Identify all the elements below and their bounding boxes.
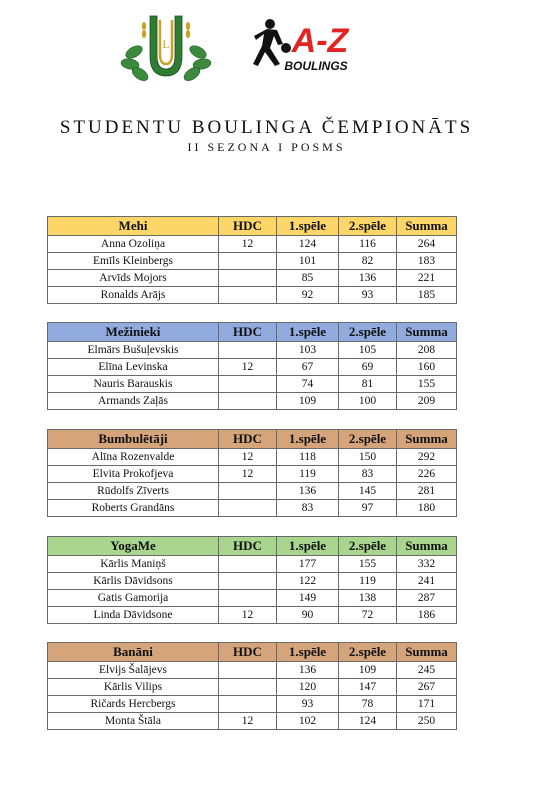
team-header-row [48, 537, 457, 556]
player-game2: 69 [339, 359, 397, 376]
player-sum: 226 [397, 466, 457, 483]
player-game1: 90 [277, 607, 339, 624]
player-name: Ričards Hercbergs [48, 696, 219, 713]
player-sum: 267 [397, 679, 457, 696]
player-name: Monta Štāla [48, 713, 219, 730]
player-sum: 160 [397, 359, 457, 376]
player-sum: 171 [397, 696, 457, 713]
player-sum: 185 [397, 287, 457, 304]
player-hdc: 12 [219, 236, 277, 253]
player-hdc: 12 [219, 713, 277, 730]
logo-boulings-text: BOULINGS [284, 59, 348, 73]
col-hdc: HDC [219, 217, 277, 236]
col-sum: Summa [397, 430, 457, 449]
player-game1: 74 [277, 376, 339, 393]
col-sum: Summa [397, 217, 457, 236]
player-hdc [219, 270, 277, 287]
team-table-yogame [47, 536, 457, 624]
page-subtitle: II SEZONA I POSMS [187, 140, 346, 154]
player-hdc [219, 287, 277, 304]
player-name: Roberts Grandāns [48, 500, 219, 517]
player-hdc [219, 253, 277, 270]
player-name: Emīls Kleinbergs [48, 253, 219, 270]
player-sum: 180 [397, 500, 457, 517]
player-game2: 116 [339, 236, 397, 253]
player-hdc: 12 [219, 359, 277, 376]
player-name: Kārlis Dāvidsons [48, 573, 219, 590]
player-sum: 208 [397, 342, 457, 359]
player-game2: 105 [339, 342, 397, 359]
table-row [48, 590, 457, 607]
player-name: Alīna Rozenvalde [48, 449, 219, 466]
team-table-mezinieki [47, 322, 457, 410]
player-game2: 150 [339, 449, 397, 466]
player-game2: 147 [339, 679, 397, 696]
player-name: Linda Dāvidsone [48, 607, 219, 624]
col-game2: 2.spēle [339, 430, 397, 449]
player-game1: 67 [277, 359, 339, 376]
table-row [48, 556, 457, 573]
player-sum: 186 [397, 607, 457, 624]
player-sum: 264 [397, 236, 457, 253]
col-game1: 1.spēle [277, 537, 339, 556]
player-game1: 136 [277, 483, 339, 500]
player-game2: 83 [339, 466, 397, 483]
az-boulings-logo [250, 14, 360, 74]
team-table-bumbuletaji [47, 429, 457, 517]
player-hdc [219, 500, 277, 517]
table-row [48, 287, 457, 304]
player-game1: 124 [277, 236, 339, 253]
player-name: Kārlis Maniņš [48, 556, 219, 573]
player-game1: 122 [277, 573, 339, 590]
team-name: Bumbulētāji [48, 430, 219, 449]
player-sum: 287 [397, 590, 457, 607]
table-row [48, 359, 457, 376]
team-table-banani [47, 642, 457, 730]
table-row [48, 607, 457, 624]
team-name: Mehi [48, 217, 219, 236]
player-sum: 209 [397, 393, 457, 410]
table-row [48, 679, 457, 696]
col-game2: 2.spēle [339, 323, 397, 342]
player-hdc [219, 590, 277, 607]
col-hdc: HDC [219, 643, 277, 662]
player-sum: 292 [397, 449, 457, 466]
col-game1: 1.spēle [277, 217, 339, 236]
player-game2: 155 [339, 556, 397, 573]
player-name: Elvijs Šalājevs [48, 662, 219, 679]
player-game1: 177 [277, 556, 339, 573]
table-row [48, 393, 457, 410]
player-game1: 83 [277, 500, 339, 517]
col-sum: Summa [397, 537, 457, 556]
table-row [48, 253, 457, 270]
table-row [48, 466, 457, 483]
university-emblem-logo [120, 12, 212, 84]
player-hdc: 12 [219, 466, 277, 483]
table-row [48, 573, 457, 590]
col-hdc: HDC [219, 537, 277, 556]
player-name: Elīna Levinska [48, 359, 219, 376]
player-game2: 124 [339, 713, 397, 730]
player-game1: 119 [277, 466, 339, 483]
team-header-row [48, 323, 457, 342]
col-game1: 1.spēle [277, 643, 339, 662]
table-row [48, 713, 457, 730]
col-sum: Summa [397, 643, 457, 662]
table-row [48, 483, 457, 500]
col-game2: 2.spēle [339, 217, 397, 236]
player-hdc [219, 556, 277, 573]
team-header-row [48, 643, 457, 662]
player-game2: 72 [339, 607, 397, 624]
svg-text:L: L [162, 37, 170, 51]
team-table-mehi [47, 216, 457, 304]
player-name: Arvīds Mojors [48, 270, 219, 287]
table-row [48, 449, 457, 466]
player-hdc: 12 [219, 607, 277, 624]
player-game2: 93 [339, 287, 397, 304]
player-name: Rūdolfs Zīverts [48, 483, 219, 500]
player-hdc [219, 483, 277, 500]
player-game1: 102 [277, 713, 339, 730]
player-name: Ronalds Arājs [48, 287, 219, 304]
player-sum: 155 [397, 376, 457, 393]
table-row [48, 696, 457, 713]
player-hdc [219, 376, 277, 393]
col-game1: 1.spēle [277, 323, 339, 342]
player-name: Elvita Prokofjeva [48, 466, 219, 483]
player-game1: 136 [277, 662, 339, 679]
player-sum: 250 [397, 713, 457, 730]
table-row [48, 342, 457, 359]
player-game2: 145 [339, 483, 397, 500]
player-name: Elmārs Bušuļevskis [48, 342, 219, 359]
col-game2: 2.spēle [339, 643, 397, 662]
player-game1: 109 [277, 393, 339, 410]
col-hdc: HDC [219, 430, 277, 449]
team-header-row [48, 430, 457, 449]
player-hdc [219, 573, 277, 590]
player-game1: 103 [277, 342, 339, 359]
player-sum: 221 [397, 270, 457, 287]
player-name: Kārlis Vilips [48, 679, 219, 696]
player-name: Gatis Gamorija [48, 590, 219, 607]
page-title: STUDENTU BOULINGA ČEMPIONĀTS [59, 117, 474, 138]
player-hdc [219, 393, 277, 410]
player-hdc [219, 696, 277, 713]
player-game2: 97 [339, 500, 397, 517]
player-game1: 101 [277, 253, 339, 270]
table-row [48, 270, 457, 287]
table-row [48, 500, 457, 517]
table-row [48, 236, 457, 253]
player-game1: 93 [277, 696, 339, 713]
player-game1: 118 [277, 449, 339, 466]
col-hdc: HDC [219, 323, 277, 342]
player-game2: 100 [339, 393, 397, 410]
player-game1: 92 [277, 287, 339, 304]
logo-az-text: A-Z [291, 22, 349, 60]
team-name: Banāni [48, 643, 219, 662]
player-game2: 82 [339, 253, 397, 270]
player-hdc [219, 662, 277, 679]
player-sum: 332 [397, 556, 457, 573]
player-game2: 109 [339, 662, 397, 679]
player-hdc: 12 [219, 449, 277, 466]
team-name: YogaMe [48, 537, 219, 556]
player-sum: 183 [397, 253, 457, 270]
player-name: Anna Ozoliņa [48, 236, 219, 253]
player-sum: 245 [397, 662, 457, 679]
table-row [48, 376, 457, 393]
col-game1: 1.spēle [277, 430, 339, 449]
player-game2: 136 [339, 270, 397, 287]
player-name: Nauris Barauskis [48, 376, 219, 393]
player-game1: 85 [277, 270, 339, 287]
player-hdc [219, 342, 277, 359]
player-hdc [219, 679, 277, 696]
player-game2: 138 [339, 590, 397, 607]
player-game2: 81 [339, 376, 397, 393]
player-name: Armands Zaļās [48, 393, 219, 410]
player-sum: 241 [397, 573, 457, 590]
col-game2: 2.spēle [339, 537, 397, 556]
team-header-row [48, 217, 457, 236]
team-name: Mežinieki [48, 323, 219, 342]
player-sum: 281 [397, 483, 457, 500]
player-game1: 149 [277, 590, 339, 607]
player-game2: 78 [339, 696, 397, 713]
player-game1: 120 [277, 679, 339, 696]
table-row [48, 662, 457, 679]
col-sum: Summa [397, 323, 457, 342]
player-game2: 119 [339, 573, 397, 590]
